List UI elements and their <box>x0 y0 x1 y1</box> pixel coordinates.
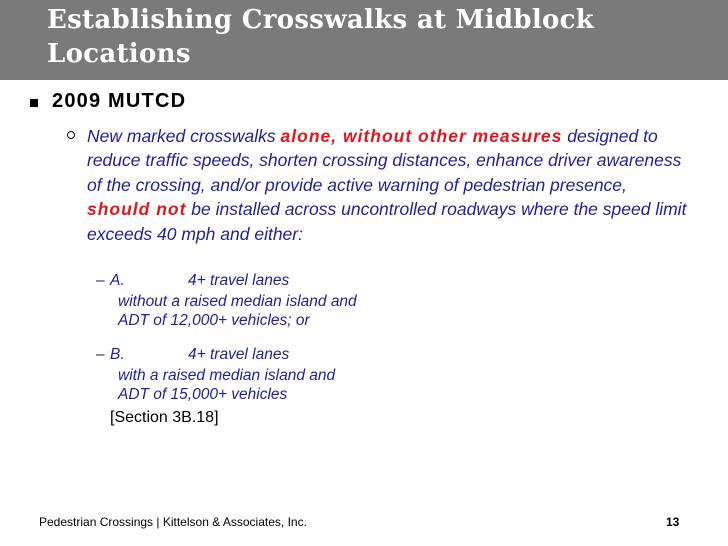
condition-b-lanes: 4+ travel lanes <box>188 346 290 363</box>
footer-text: Pedestrian Crossings | Kittelson & Associates, Inc. <box>39 515 307 529</box>
dash-bullet-icon: – <box>96 272 105 289</box>
condition-b-detail-1: with a raised median island and <box>118 367 336 384</box>
condition-a-detail-1: without a raised median island and <box>118 293 357 310</box>
condition-a-lanes: 4+ travel lanes <box>188 272 290 289</box>
page-number: 13 <box>666 515 680 529</box>
bullet-mutcd <box>30 90 186 113</box>
condition-a-detail-2: ADT of 12,000+ vehicles; or <box>118 312 310 329</box>
slide-title-line-2: Locations <box>47 39 191 69</box>
condition-b-detail-2: ADT of 15,000+ vehicles <box>118 386 288 403</box>
condition-a <box>96 271 516 333</box>
guidance-text-1: New marked crosswalks <box>87 126 281 146</box>
dash-bullet-icon: – <box>96 346 105 363</box>
slide-title-line-1: Establishing Crosswalks at Midblock <box>47 5 595 35</box>
slide-title <box>47 3 707 71</box>
section-reference: [Section 3B.18] <box>110 409 219 426</box>
guidance-text-3: be installed across uncontrolled roadways where the speed limit exceeds 40 mph and either: <box>87 199 687 244</box>
square-bullet-icon <box>30 99 38 107</box>
bullet-mutcd-text: 2009 MUTCD <box>52 90 187 112</box>
emphasis-alone-without-measures: alone, without other measures <box>280 126 563 146</box>
guidance-text-2: designed to reduce traffic speeds, shorten crossing distances, enhance driver awareness of the crossing, and/or provide active warning of pedestrian presence, <box>87 126 682 195</box>
condition-b-label: B. <box>110 346 125 363</box>
emphasis-should-not: should not <box>87 199 187 220</box>
guidance-paragraph <box>87 124 687 246</box>
hollow-circle-bullet-icon <box>67 131 75 139</box>
condition-b <box>96 345 516 407</box>
condition-a-label: A. <box>110 272 125 289</box>
